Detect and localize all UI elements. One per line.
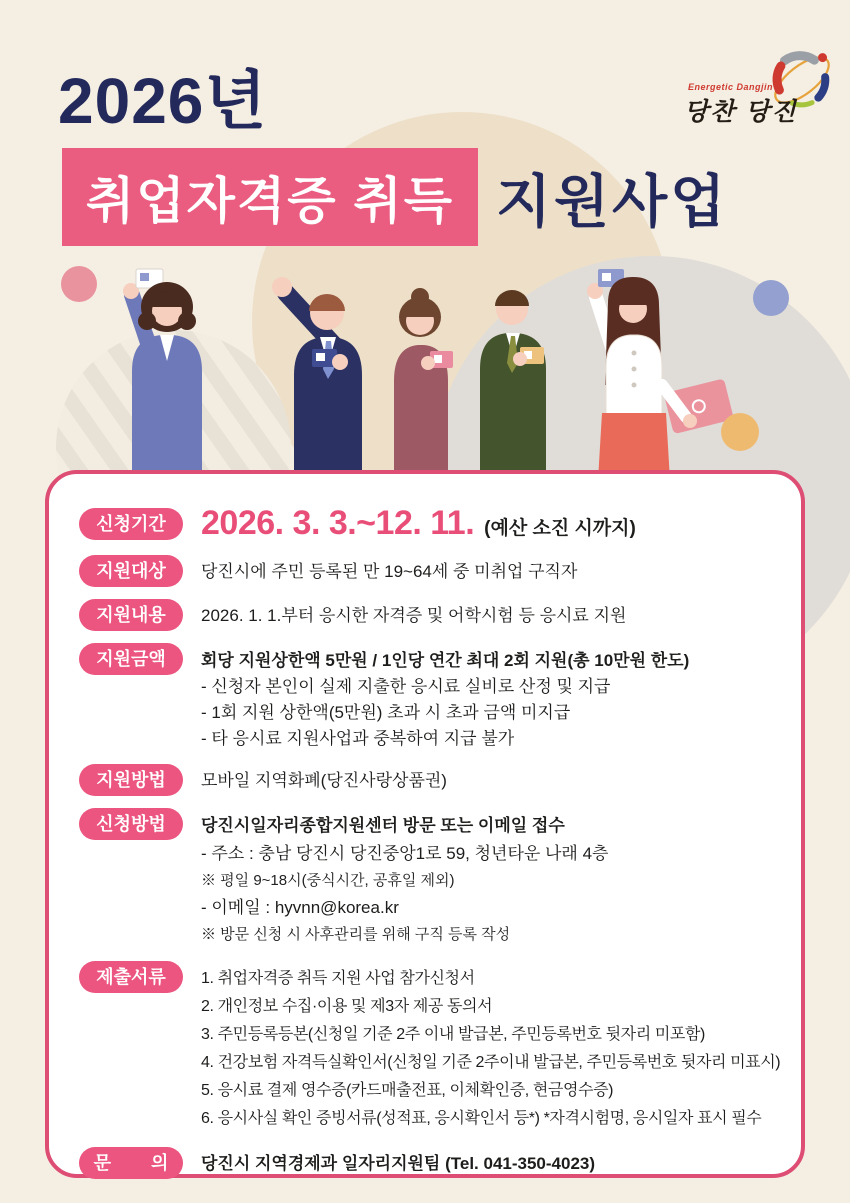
- support-content-text: 2026. 1. 1.부터 응시한 자격증 및 어학시험 등 응시료 지원: [201, 606, 627, 625]
- badge-apply-method: 신청방법: [79, 808, 183, 840]
- document-item: 5. 응시료 결제 영수증(카드매출전표, 이체확인증, 현금영수증): [201, 1082, 614, 1099]
- apply-method-address: - 주소 : 충남 당진시 당진중앙1로 59, 청년타운 나래 4층: [201, 844, 609, 863]
- badge-required-documents: 제출서류: [79, 961, 183, 993]
- person-woman-white-blouse-laptop: [587, 269, 734, 480]
- apply-method-headline: 당진시일자리종합지원센터 방문 또는 이메일 접수: [201, 816, 565, 835]
- info-box: [45, 470, 805, 1178]
- contact-text: 당진시 지역경제과 일자리지원팀 (Tel. 041-350-4023): [201, 1154, 596, 1173]
- logo-english-text: Energetic Dangjin: [688, 82, 774, 92]
- deco-dot-pink: [61, 266, 97, 302]
- apply-method-note: ※ 방문 신청 시 사후관리를 위해 구직 등록 작성: [201, 926, 511, 943]
- row-apply-method: [79, 808, 777, 947]
- year-title: 2026년: [58, 65, 268, 137]
- document-item: 1. 취업자격증 취득 지원 사업 참가신청서: [201, 970, 475, 987]
- person-man-green-jacket: [480, 290, 546, 480]
- logo-korean-text: 당찬 당진: [684, 98, 798, 126]
- document-item: 4. 건강보험 자격득실확인서(신청일 기준 2주이내 발급본, 주민등록번호 뒷자리 미표시): [201, 1054, 781, 1071]
- document-item: 3. 주민등록등본(신청일 기준 2주 이내 발급본, 주민등록번호 뒷자리 미포함): [201, 1026, 705, 1043]
- title-highlight-box: 취업자격증 취득: [62, 148, 478, 246]
- person-woman-blue-suit: [123, 269, 202, 480]
- support-amount-item: - 신청자 본인이 실제 지출한 응시료 실비로 산정 및 지급: [201, 677, 611, 696]
- apply-period-date: 2026. 3. 3.~12. 11.: [201, 504, 475, 542]
- apply-method-hours: ※ 평일 9~18시(중식시간, 공휴일 제외): [201, 872, 455, 889]
- badge-support-target: 지원대상: [79, 555, 183, 587]
- row-required-documents: [79, 961, 781, 1133]
- badge-support-content: 지원내용: [79, 599, 183, 631]
- badge-contact: 문 의: [79, 1147, 183, 1179]
- support-method-text: 모바일 지역화폐(당진사랑상품권): [201, 771, 447, 790]
- row-support-target: [79, 555, 777, 587]
- row-support-amount: [79, 643, 777, 752]
- row-contact: [79, 1147, 777, 1179]
- row-apply-period: [79, 504, 777, 543]
- dangjin-city-logo: [680, 40, 840, 130]
- apply-period-note: (예산 소진 시까지): [484, 518, 636, 539]
- document-item: 6. 응시사실 확인 증빙서류(성적표, 응시확인서 등*) *자격시험명, 응시일자 표시 필수: [201, 1110, 762, 1127]
- badge-apply-period: 신청기간: [79, 508, 183, 540]
- badge-support-amount: 지원금액: [79, 643, 183, 675]
- title-rest-text: 지원사업: [496, 170, 729, 234]
- deco-dot-tan: [721, 413, 759, 451]
- support-target-text: 당진시에 주민 등록된 만 19~64세 중 미취업 구직자: [201, 562, 578, 581]
- people-illustration: [0, 235, 850, 480]
- row-support-content: [79, 599, 777, 631]
- row-support-method: [79, 764, 777, 796]
- apply-method-email: - 이메일 : hyvnn@korea.kr: [201, 898, 399, 917]
- badge-support-method: 지원방법: [79, 764, 183, 796]
- support-amount-item: - 1회 지원 상한액(5만원) 초과 시 초과 금액 미지급: [201, 703, 571, 722]
- support-amount-headline: 회당 지원상한액 5만원 / 1인당 연간 최대 2회 지원(총 10만원 한도): [201, 651, 690, 670]
- main-title: [62, 148, 728, 246]
- support-amount-item: - 타 응시료 지원사업과 중복하여 지급 불가: [201, 729, 515, 748]
- document-item: 2. 개인정보 수집·이용 및 제3자 제공 동의서: [201, 998, 493, 1015]
- person-man-navy-suit: [272, 277, 362, 480]
- person-woman-mauve-top: [394, 288, 453, 480]
- deco-dot-blue: [753, 280, 789, 316]
